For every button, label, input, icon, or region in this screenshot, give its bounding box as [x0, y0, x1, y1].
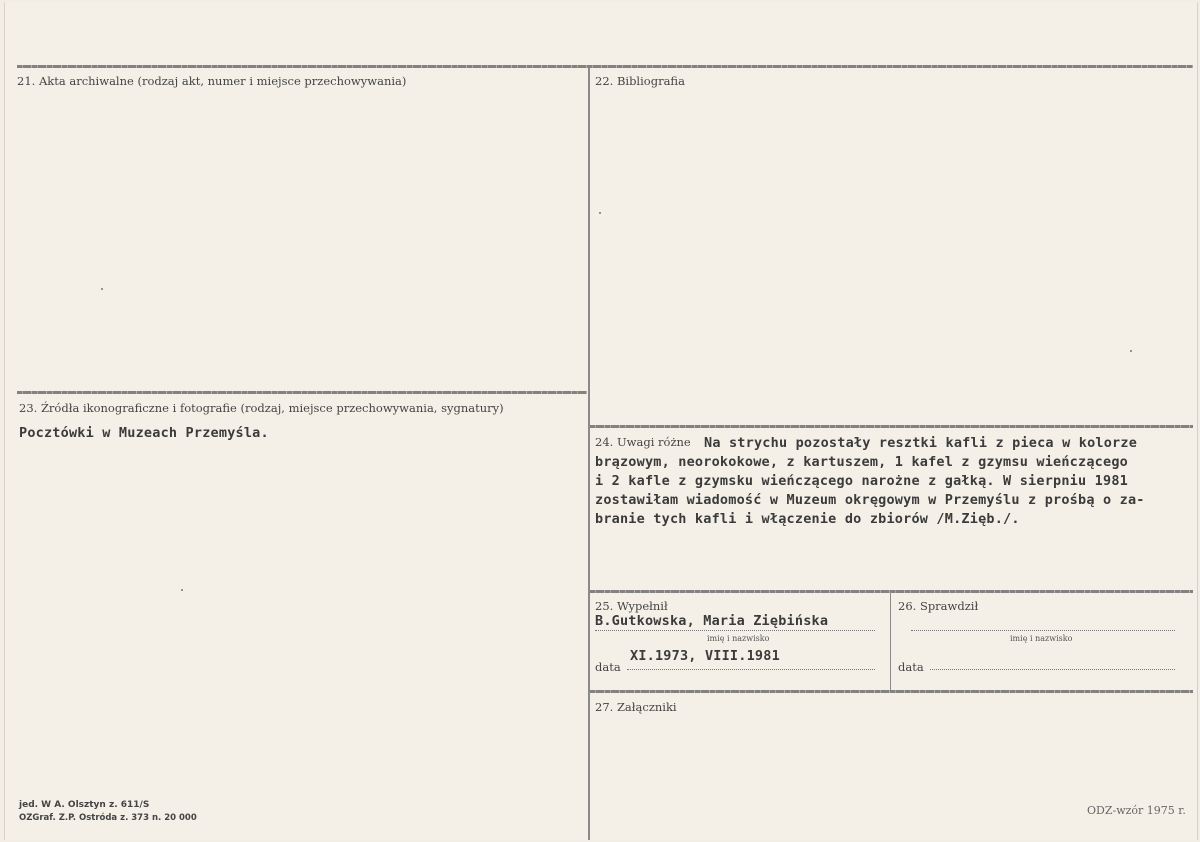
section-21-bottom-rule — [17, 391, 587, 394]
field-24-label: 24. Uwagi różne — [595, 435, 691, 449]
field-25-name-caption: imię i nazwisko — [707, 634, 770, 643]
field-25-name-line — [595, 630, 875, 631]
paper-speck — [101, 288, 103, 290]
field-25-name: B.Gutkowska, Maria Ziębińska — [595, 613, 829, 629]
divider-25-26 — [890, 592, 891, 690]
field-25-date-line — [627, 669, 875, 670]
section-24-top-rule — [590, 425, 1193, 428]
field-25-date: XI.1973, VIII.1981 — [630, 648, 780, 664]
remarks-line-1: Na strychu pozostały resztki kafli z pieca w kolorze — [704, 435, 1138, 451]
field-26-label: 26. Sprawdził — [898, 599, 979, 613]
paper-speck — [1130, 350, 1132, 352]
field-26-date-line — [930, 669, 1175, 670]
record-card — [4, 2, 1198, 840]
section-27-top-rule — [590, 690, 1193, 693]
top-rule — [17, 65, 1193, 68]
field-26-name-line — [911, 630, 1175, 631]
field-25-label: 25. Wypełnił — [595, 599, 668, 613]
field-27-label: 27. Załączniki — [595, 700, 677, 714]
center-divider — [588, 68, 590, 840]
form-identifier: ODZ-wzór 1975 r. — [1087, 804, 1186, 817]
printer-imprint-line-1: jed. W A. Olsztyn z. 611/S — [19, 800, 150, 810]
field-26-date-label: data — [898, 660, 924, 674]
field-26-name-caption: imię i nazwisko — [1010, 634, 1073, 643]
printer-imprint-line-2: OZGraf. Z.P. Ostróda z. 373 n. 20 000 — [19, 813, 197, 823]
remarks-line-4: zostawiłam wiadomość w Muzeum okręgowym w Przemyślu z prośbą o za- — [595, 492, 1145, 508]
field-23-label: 23. Źródła ikonograficzne i fotografie (rodzaj, miejsce przechowywania, sygnatury) — [19, 401, 504, 415]
field-25-date-label: data — [595, 660, 621, 674]
remarks-line-5: branie tych kafli i włączenie do zbiorów /M.Zięb./. — [595, 511, 1020, 527]
remarks-line-2: brązowym, neorokokowe, z kartuszem, 1 kafel z gzymsu wieńczącego — [595, 454, 1128, 470]
remarks-line-3: i 2 kafle z gzymsku wieńczącego narożne z gałką. W sierpniu 1981 — [595, 473, 1128, 489]
section-25-top-rule — [590, 590, 1193, 593]
field-23-value: Pocztówki w Muzeach Przemyśla. — [19, 425, 269, 441]
paper-speck — [599, 212, 601, 214]
field-22-label: 22. Bibliografia — [595, 74, 685, 88]
paper-speck — [181, 589, 183, 591]
field-21-label: 21. Akta archiwalne (rodzaj akt, numer i miejsce przechowywania) — [17, 74, 407, 88]
